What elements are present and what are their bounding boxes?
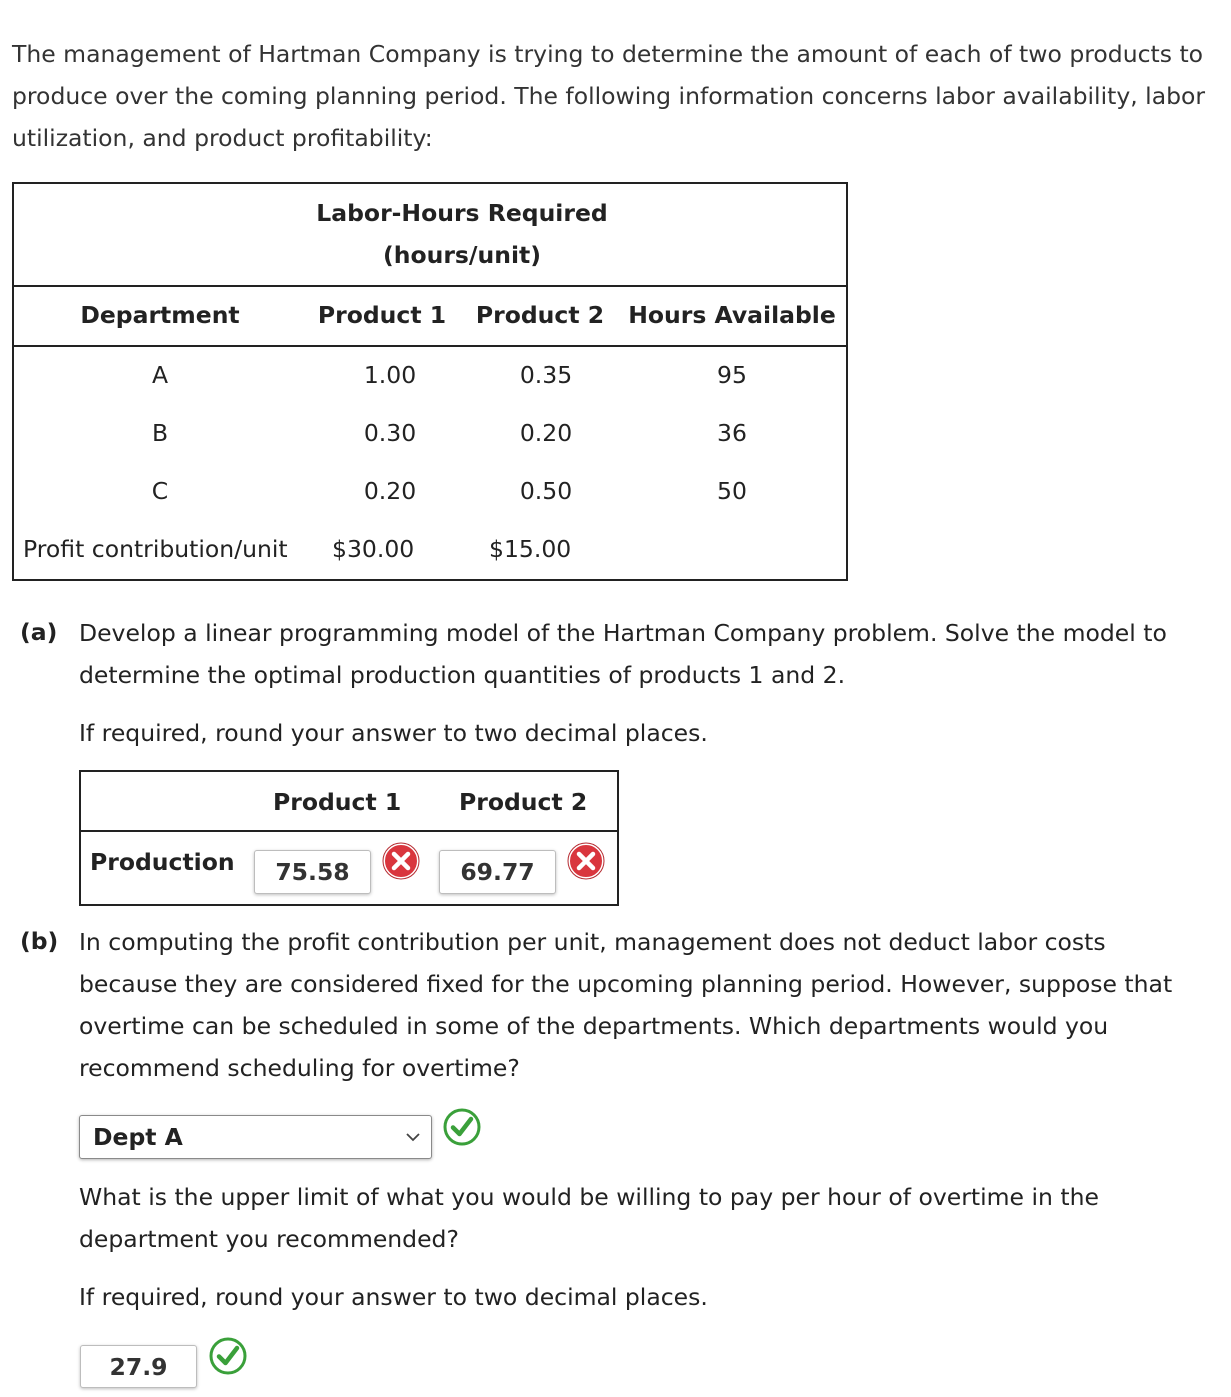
correct-icon (209, 1337, 247, 1375)
table-row-product-1: 0.30 (363, 419, 417, 447)
table-row-product-1: 1.00 (363, 361, 417, 389)
part-b-line-3: overtime can be scheduled in some of the departments. Which departments would you (79, 1012, 1109, 1040)
answer-col-product-2: Product 2 (459, 788, 588, 816)
part-b-q2-line-1: What is the upper limit of what you would be willing to pay per hour of overtime in the (79, 1183, 1099, 1211)
part-b-line-1: In computing the profit contribution per unit, management does not deduct labor costs (79, 928, 1106, 956)
incorrect-icon (382, 842, 420, 880)
part-b-line-4: recommend scheduling for overtime? (79, 1054, 520, 1082)
part-a-line-1: Develop a linear programming model of the Hartman Company problem. Solve the model to (79, 619, 1167, 647)
table-row-dept: C (151, 477, 169, 505)
table-row-hours: 36 (717, 419, 747, 447)
part-b-q2-line-2: department you recommended? (79, 1225, 459, 1253)
column-header-department: Department (80, 301, 240, 329)
table-row-product-2: 0.35 (519, 361, 573, 389)
part-b-round-note: If required, round your answer to two decimal places. (79, 1283, 708, 1311)
profit-product-2: $15.00 (489, 535, 572, 563)
part-b-line-2: because they are considered fixed for the upcoming planning period. However, suppose that (79, 970, 1173, 998)
column-header-product-2: Product 2 (475, 301, 605, 329)
intro-line-2: produce over the coming planning period. The following information concerns labor availability, labor (12, 82, 1206, 110)
table-row-dept: A (151, 361, 169, 389)
table-row-product-2: 0.20 (519, 419, 573, 447)
column-header-rule (14, 345, 846, 347)
part-a-label: (a) (20, 618, 58, 646)
production-row-label: Production (90, 848, 235, 876)
part-b-label: (b) (20, 927, 59, 955)
table-row-product-2: 0.50 (519, 477, 573, 505)
profit-contribution-label: Profit contribution/unit (23, 535, 288, 563)
part-a-question (79, 612, 1167, 696)
chevron-down-icon (403, 1127, 423, 1147)
column-header-product-1: Product 1 (317, 301, 447, 329)
part-a-round-note: If required, round your answer to two decimal places. (79, 719, 708, 747)
intro-line-1: The management of Hartman Company is trying to determine the amount of each of two products to (12, 40, 1204, 68)
answer-col-product-1: Product 1 (273, 788, 402, 816)
intro-line-3: utilization, and product profitability: (12, 124, 433, 152)
answer-table-rule (81, 830, 617, 832)
overtime-rate-input[interactable]: 27.9 (80, 1345, 197, 1388)
incorrect-icon (567, 842, 605, 880)
group-header-line-2: (hours/unit) (383, 241, 541, 269)
department-overtime-select[interactable] (79, 1115, 432, 1159)
select-value: Dept A (93, 1123, 183, 1151)
product-2-production-input[interactable]: 69.77 (439, 850, 556, 894)
group-header-line-1: Labor-Hours Required (316, 199, 608, 227)
table-row-product-1: 0.20 (363, 477, 417, 505)
table-row-dept: B (151, 419, 169, 447)
correct-icon (443, 1108, 481, 1146)
column-header-hours-available: Hours Available (628, 301, 836, 329)
table-row-hours: 50 (717, 477, 747, 505)
table-header-rule (14, 285, 846, 287)
profit-product-1: $30.00 (332, 535, 415, 563)
intro-paragraph (12, 33, 1231, 159)
product-1-production-input[interactable]: 75.58 (254, 850, 371, 894)
labor-hours-table (12, 182, 848, 581)
part-b-question (79, 921, 1172, 1089)
part-b-question-2 (79, 1176, 1099, 1260)
part-a-line-2: determine the optimal production quantities of products 1 and 2. (79, 661, 846, 689)
table-row-hours: 95 (717, 361, 747, 389)
